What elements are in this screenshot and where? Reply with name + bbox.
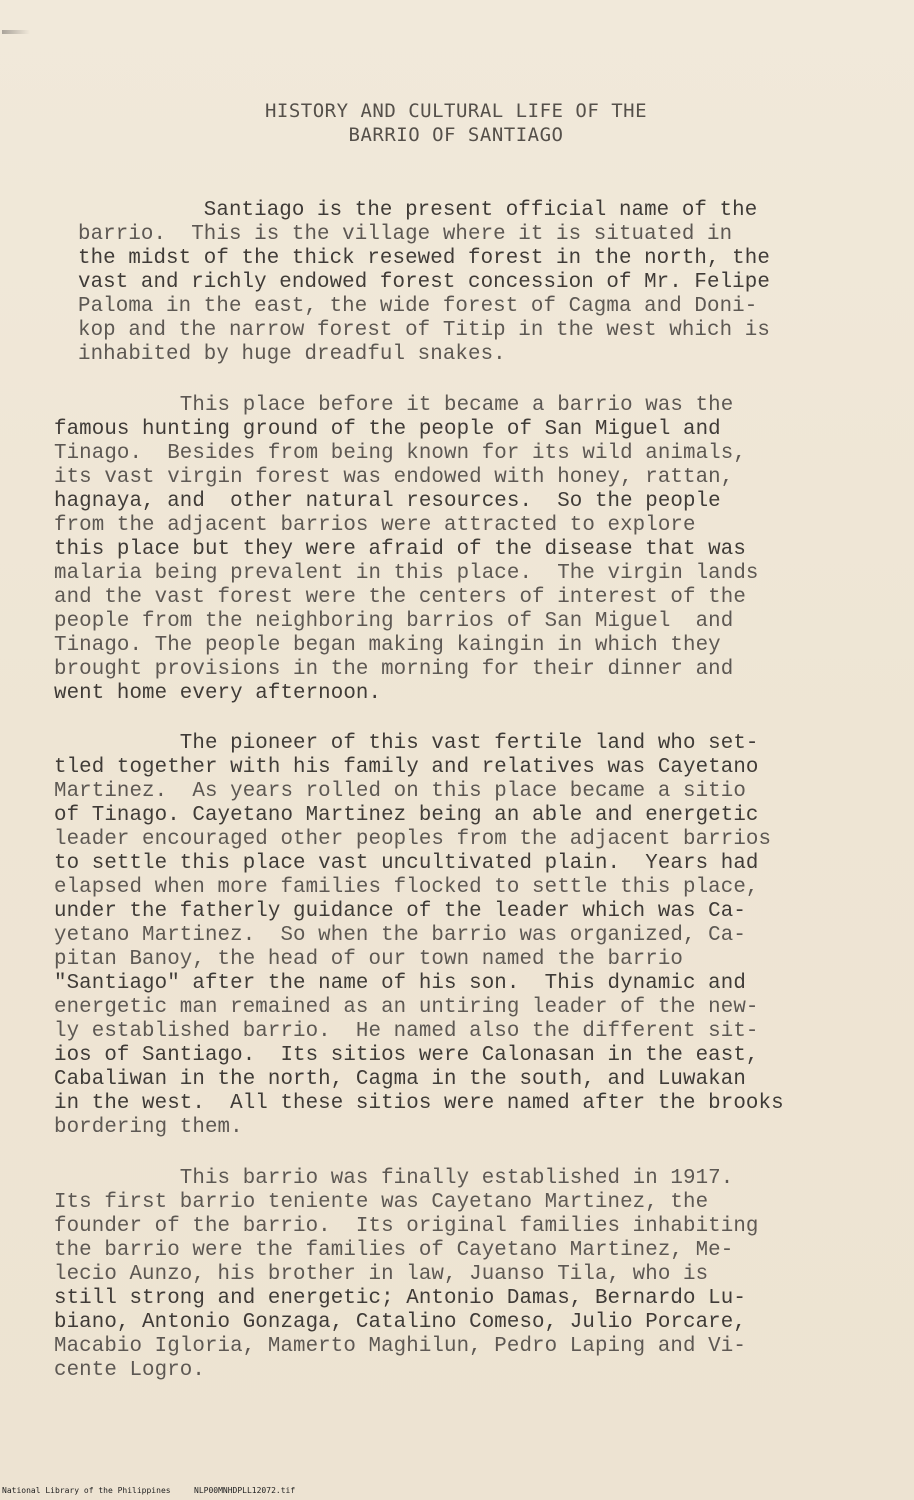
paragraph-line: This place before it became a barrio was the [54,394,734,417]
scan-mark [2,30,30,34]
paragraph-line: this place but they were afraid of the disease that was [54,538,746,561]
paragraph-line: famous hunting ground of the people of San Miguel and [54,418,721,441]
paragraph-line: the barrio were the families of Cayetano Martinez, Me- [54,1239,734,1262]
paragraph-line: vast and richly endowed forest concession of Mr. Felipe [78,271,770,294]
paragraph-line: ios of Santiago. Its sitios were Calonasan in the east, [54,1044,759,1067]
paragraph-line: people from the neighboring barrios of San Miguel and [54,610,734,633]
paragraph-line: barrio. This is the village where it is situated in [78,223,733,246]
paragraph-line: hagnaya, and other natural resources. So the people [54,490,721,513]
document-title-line-2: BARRIO OF SANTIAGO [348,124,564,146]
document-title-line-1: HISTORY AND CULTURAL LIFE OF THE [264,100,648,122]
paragraph-line: Paloma in the east, the wide forest of Cagma and Doni- [78,295,758,318]
paragraph-line: bordering them. [54,1116,243,1139]
paragraph-line: still strong and energetic; Antonio Damas, Bernardo Lu- [54,1287,746,1310]
paragraph-line: "Santiago" after the name of his son. This dynamic and [54,972,746,995]
paragraph-line: elapsed when more families flocked to settle this place, [54,876,759,899]
paragraph-line: brought provisions in the morning for their dinner and [54,658,734,681]
paragraph-line: energetic man remained as an untiring leader of the new- [54,996,759,1019]
paragraph-line: lecio Aunzo, his brother in law, Juanso Tila, who is [54,1263,709,1286]
paragraph-line: kop and the narrow forest of Titip in the west which is [78,319,770,342]
paragraph-line: and the vast forest were the centers of interest of the [54,586,746,609]
paragraph-line: Its first barrio teniente was Cayetano Martinez, the [54,1191,709,1214]
paragraph-line: inhabited by huge dreadful snakes. [78,343,506,366]
paragraph-line: This barrio was finally established in 1917. [54,1167,734,1190]
paragraph-line: pitan Banoy, the head of our town named the barrio [54,948,684,971]
footer-library-name: National Library of the Philippines [2,1486,171,1495]
paragraph-line: its vast virgin forest was endowed with honey, rattan, [54,466,734,489]
paragraph-line: founder of the barrio. Its original families inhabiting [54,1215,759,1238]
paragraph-line: tled together with his family and relatives was Cayetano [54,756,759,779]
paragraph-line: The pioneer of this vast fertile land who set- [54,732,759,755]
paragraph-line: ly established barrio. He named also the different sit- [54,1020,759,1043]
paragraph-line: cente Logro. [54,1359,205,1382]
paragraph-line: Tinago. The people began making kaingin in which they [54,634,721,657]
paragraph-line: to settle this place vast uncultivated plain. Years had [54,852,759,875]
paragraph-line: from the adjacent barrios were attracted to explore [54,514,696,537]
paragraph-line: went home every afternoon. [54,682,382,705]
paragraph-line: the midst of the thick resewed forest in the north, the [78,247,770,270]
paragraph-line: leader encouraged other peoples from the adjacent barrios [54,828,772,851]
paragraph-line: Cabaliwan in the north, Cagma in the south, and Luwakan [54,1068,746,1091]
paragraph-line: under the fatherly guidance of the leader which was Ca- [54,900,746,923]
paragraph-line: Martinez. As years rolled on this place became a sitio [54,780,746,803]
paragraph-line: Macabio Igloria, Mamerto Maghilun, Pedro Laping and Vi- [54,1335,746,1358]
paragraph-line: Santiago is the present official name of the [78,199,758,222]
paragraph-line: biano, Antonio Gonzaga, Catalino Comeso, Julio Porcare, [54,1311,746,1334]
paragraph-line: in the west. All these sitios were named after the brooks [54,1092,784,1115]
paragraph-line: malaria being prevalent in this place. The virgin lands [54,562,759,585]
paragraph-line: yetano Martinez. So when the barrio was organized, Ca- [54,924,746,947]
paragraph-line: of Tinago. Cayetano Martinez being an able and energetic [54,804,759,827]
footer-file-id: NLP00MNHDPLL12072.tif [194,1486,296,1495]
paragraph-line: Tinago. Besides from being known for its wild animals, [54,442,746,465]
